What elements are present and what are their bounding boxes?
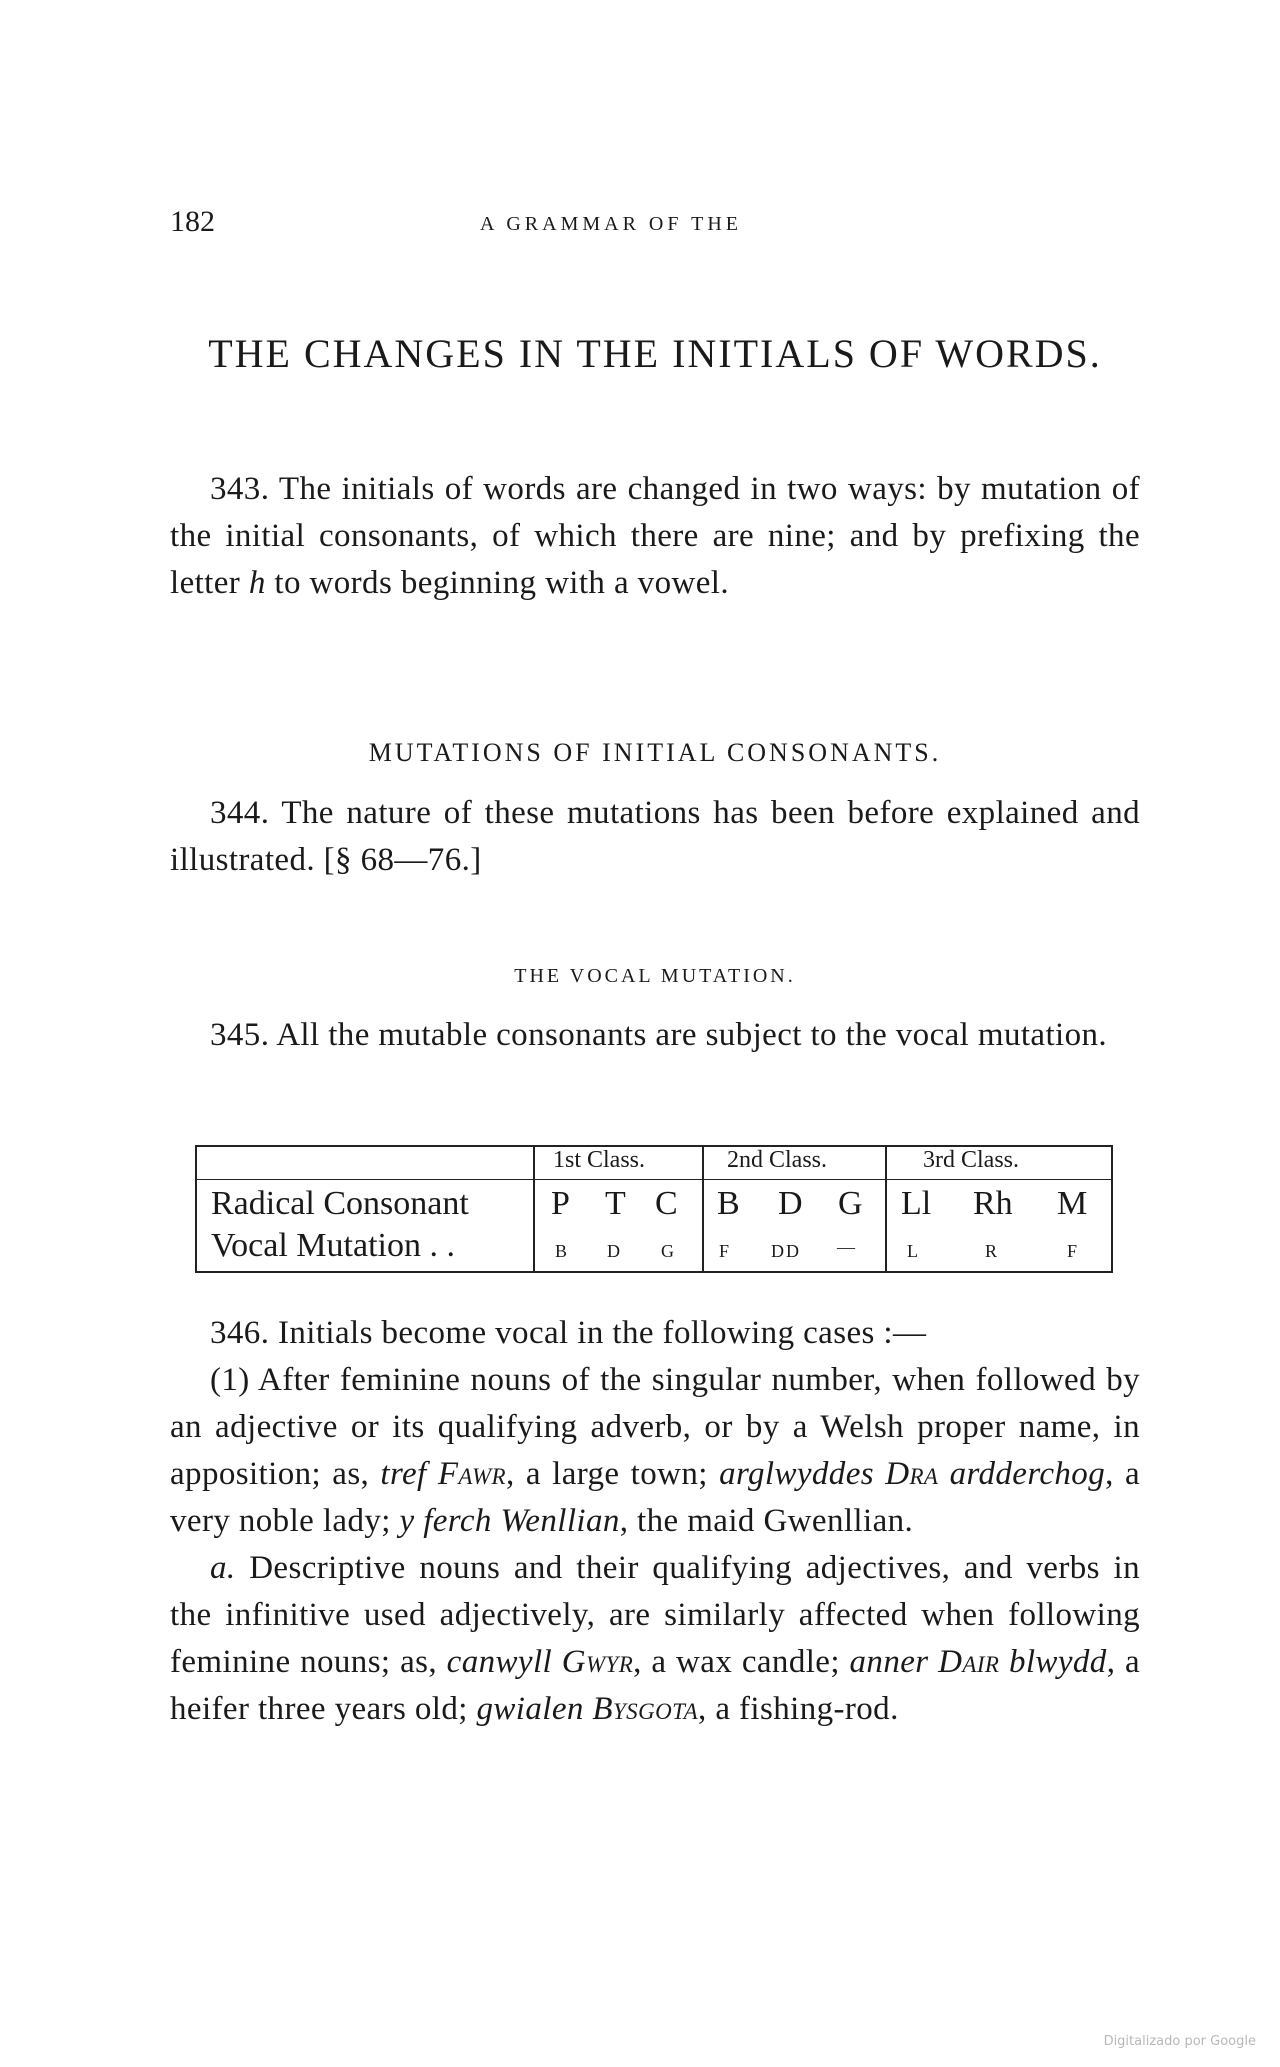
class-header: 3rd Class. [923,1147,1019,1173]
running-header [170,205,1140,245]
case-text: (1) After feminine nouns of the singular number, when followed by an adjective or its qualifying adverb, or by a Welsh proper name, in apposition; as, [170,1362,1140,1492]
class-header: 1st Class. [553,1147,646,1173]
heading-vocal-mutation: THE VOCAL MUTATION. [514,965,796,987]
table-cell: P [551,1185,570,1222]
gloss: , a heifer three years old; [170,1644,1140,1727]
example-word: gwialen [476,1691,584,1727]
table-cell: D [607,1241,622,1261]
example-word: ardderchog [949,1456,1106,1492]
table-cell: B [555,1241,570,1261]
table-cell: — [837,1237,857,1257]
running-title: A GRAMMAR OF THE [480,213,742,235]
para-text: The initials of words are changed in two ways: by mutation of the initial consonants, of which there are nine; and by prefixing the letter [170,471,1140,601]
table-divider [533,1145,535,1273]
paragraph-343 [170,466,1140,607]
gloss: , a fishing-rod. [698,1691,899,1727]
para-text-tail: to words beginning with a vowel. [265,565,729,601]
example-word: canwyll [446,1644,553,1680]
example-word: Dra [885,1456,939,1492]
table-border-right [1111,1145,1113,1273]
table-cell: M [1057,1185,1088,1222]
row-label: Radical Consonant [211,1185,469,1222]
digitization-watermark: Digitalizado por Google [1103,2034,1256,2049]
example-word: y ferch [399,1503,492,1539]
example-word: Fawr [437,1456,507,1492]
table-cell: C [655,1185,678,1222]
paragraph-346 [170,1310,1140,1733]
example-word: anner [849,1644,929,1680]
table-bottom-rule [195,1271,1113,1273]
example-word: Gwyr [561,1644,634,1680]
example-word: tref [380,1456,427,1492]
table-cell: L [907,1241,920,1261]
para-346-note-a [170,1545,1140,1733]
note-label: a. [210,1550,236,1586]
table-cell: F [719,1241,732,1261]
table-header-rule [195,1179,1113,1180]
para-text: The nature of these mutations has been before explained and illustrated. [§ 68—76.] [170,795,1140,878]
example-word: arglwyddes [719,1456,874,1492]
para-346-intro: 346. Initials become vocal in the following cases :— [210,1315,927,1351]
heading-mutations: MUTATIONS OF INITIAL CONSONANTS. [368,738,942,767]
table-divider [885,1145,887,1273]
gloss: , a large town; [506,1456,720,1492]
paragraph-345 [170,1012,1140,1059]
table-cell: G [661,1241,676,1261]
table-cell: T [605,1185,626,1222]
table-cell: R [985,1241,1000,1261]
gloss: , the maid Gwenllian. [619,1503,914,1539]
table-cell: Ll [901,1185,932,1222]
example-word: blwydd [1008,1644,1107,1680]
table-cell: DD [771,1241,801,1261]
para-number: 345. [210,1017,270,1053]
gloss: , a very noble lady; [170,1456,1141,1539]
example-word: Bysgota [592,1691,699,1727]
letter-h: h [248,565,266,601]
chapter-title: THE CHANGES IN THE INITIALS OF WORDS. [208,331,1102,376]
gloss: , a wax candle; [633,1644,850,1680]
para-text: All the mutable consonants are subject to the vocal mutation. [276,1017,1108,1053]
table-cell: D [778,1185,803,1222]
table-cell: F [1067,1241,1080,1261]
table-border-left [195,1145,197,1273]
example-word: Dair [938,1644,1000,1680]
paragraph-344 [170,790,1140,884]
para-number: 344. [210,795,270,831]
table-cell: Rh [973,1185,1013,1222]
para-346-case-1 [170,1357,1140,1545]
example-word: Wenllian [500,1503,620,1539]
para-number: 343. [210,471,270,507]
row-label: Vocal Mutation . . [211,1227,455,1264]
page-number: 182 [170,205,215,238]
mutation-table [195,1145,1113,1275]
note-text: Descriptive nouns and their qualifying adjectives, and verbs in the infinitive used adjectively, are similarly affected when following feminine nouns; as, [170,1550,1140,1680]
class-header: 2nd Class. [727,1147,828,1173]
table-cell: G [838,1185,863,1222]
table-cell: B [717,1185,740,1222]
table-divider [702,1145,704,1273]
